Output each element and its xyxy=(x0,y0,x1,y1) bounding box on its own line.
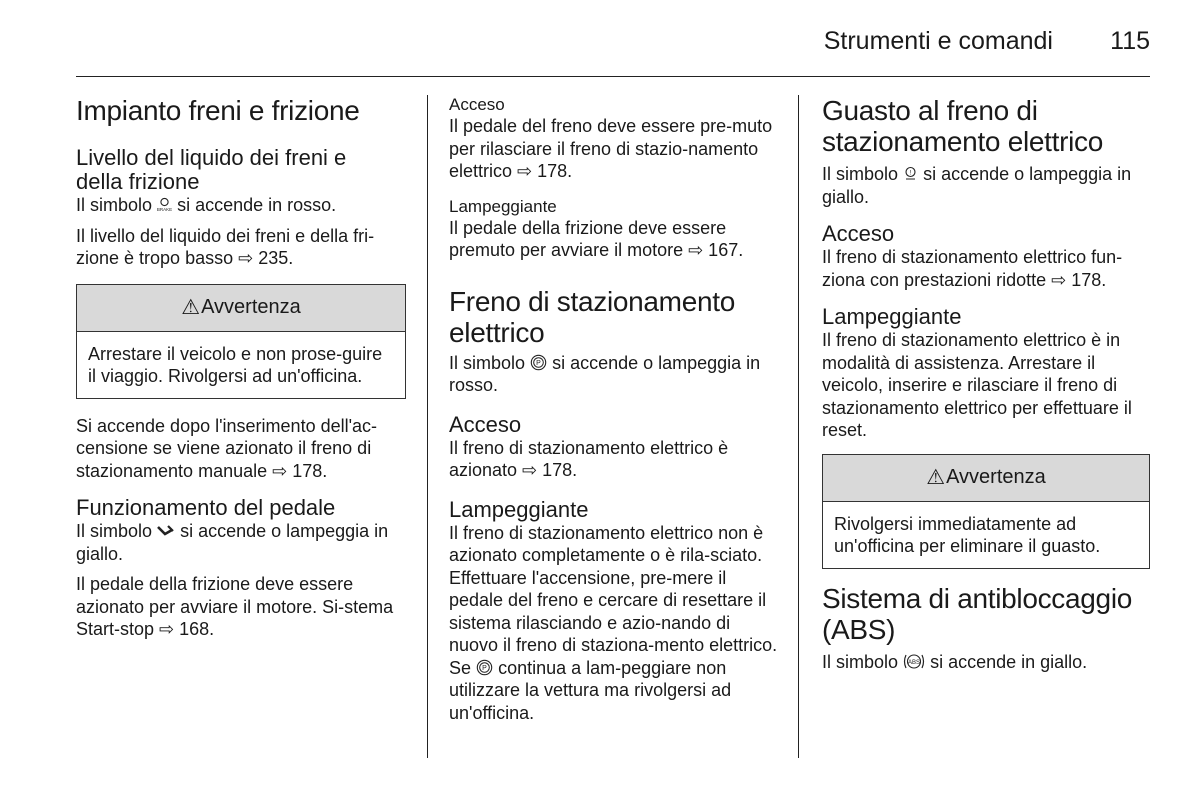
paragraph: Il livello del liquido dei freni e della fri-zione è tropo basso ⇨ 235. xyxy=(76,225,375,268)
svg-text:P: P xyxy=(536,359,541,367)
warning-text: Rivolgersi immediatamente ad un'officina per eliminare il guasto. xyxy=(834,513,1101,556)
svg-text:P: P xyxy=(482,664,487,672)
page-header xyxy=(76,26,1150,77)
paragraph: Il simbolo P si accende o lampeggia in rosso. xyxy=(449,352,761,395)
warning-box xyxy=(822,454,1150,569)
paragraph: Il pedale della frizione deve essere premuto per avviare il motore ⇨ 167. xyxy=(449,217,744,260)
paragraph: Il pedale del freno deve essere pre-muto per rilasciare il freno di stazio-namento elettrico ⇨ 178. xyxy=(449,116,773,181)
parking-brake-icon xyxy=(530,354,547,374)
clutch-pedal-icon xyxy=(157,524,175,541)
paragraph: Il freno di stazionamento elettrico è azionato ⇨ 178. xyxy=(449,437,729,480)
page-number: 115 xyxy=(1110,27,1150,55)
subsection-heading: Acceso xyxy=(822,221,895,246)
paragraph: Il pedale della frizione deve essere azionato per avviare il motore. Si-stema Start-stop ⇨ 168. xyxy=(76,574,394,639)
parking-brake-fault-icon xyxy=(903,166,918,184)
column-divider xyxy=(427,95,428,758)
svg-text:!: ! xyxy=(909,170,912,177)
state-label: Acceso xyxy=(449,95,505,114)
paragraph: Il freno di stazionamento elettrico è in modalità di assistenza. Arrestare il veicolo, inserire e rilasciare il freno di stazionamento elettrico per effettuare il reset. xyxy=(822,330,1132,440)
section-heading: Freno di stazionamento elettrico xyxy=(449,285,736,348)
state-label: Lampeggiante xyxy=(449,196,557,216)
warning-header: ⚠ Avvertenza xyxy=(77,285,405,332)
section-title: Strumenti e comandi xyxy=(823,27,1053,55)
paragraph: Il simbolo ! si accende o lampeggia in giallo. xyxy=(822,164,1132,207)
paragraph: Il freno di stazionamento elettrico fun-ziona con prestazioni ridotte ⇨ 178. xyxy=(822,247,1123,290)
paragraph: Si accende dopo l'inserimento dell'ac-censione se viene azionato il freno di stazionamento manuale ⇨ 178. xyxy=(76,415,378,481)
brake-fluid-icon xyxy=(157,197,172,215)
parking-brake-icon xyxy=(476,659,493,679)
column-right xyxy=(822,95,1150,673)
column-left xyxy=(76,95,406,641)
section-heading: Sistema di antibloccaggio (ABS) xyxy=(822,582,1133,645)
paragraph: Il freno di stazionamento elettrico non è azionato completamente o è rila-sciato. Effettuare l'accensione, pre-mere il pedale del freno e cercare di resettare il sistema rilasciando e azio-nando di nuovo il freno di staziona-mento elettrico. Se P continua a lam-peggiare non utilizzare la vettura ma rivolgersi ad un'officina. xyxy=(449,522,778,723)
section-heading: Guasto al freno di stazionamento elettrico xyxy=(822,95,1104,157)
warning-triangle-icon: ⚠ xyxy=(926,466,946,489)
subsection-heading: Acceso xyxy=(449,411,522,437)
column-middle xyxy=(449,95,779,724)
svg-text:ABS: ABS xyxy=(908,659,921,666)
subsection-heading: Lampeggiante xyxy=(449,496,589,522)
svg-text:BRAKE: BRAKE xyxy=(157,207,173,213)
paragraph: Il simbolo si accende o lampeggia in giallo. xyxy=(76,521,389,564)
subsection-heading: Funzionamento del pedale xyxy=(76,495,336,520)
subsection-heading: Livello del liquido dei freni e della frizione xyxy=(76,145,347,194)
warning-header: ⚠ Avvertenza xyxy=(823,455,1149,502)
paragraph: Il simbolo ABS si accende in giallo. xyxy=(822,651,1088,672)
warning-box xyxy=(76,284,406,399)
column-divider xyxy=(798,95,799,758)
warning-triangle-icon: ⚠ xyxy=(181,296,201,319)
warning-text: Arrestare il veicolo e non prose-guire il viaggio. Rivolgersi ad un'officina. xyxy=(88,343,383,386)
abs-icon xyxy=(903,653,925,673)
subsection-heading: Lampeggiante xyxy=(822,304,962,329)
paragraph: Il simbolo BRAKE si accende in rosso. xyxy=(76,195,337,215)
section-heading: Impianto freni e frizione xyxy=(76,95,360,126)
